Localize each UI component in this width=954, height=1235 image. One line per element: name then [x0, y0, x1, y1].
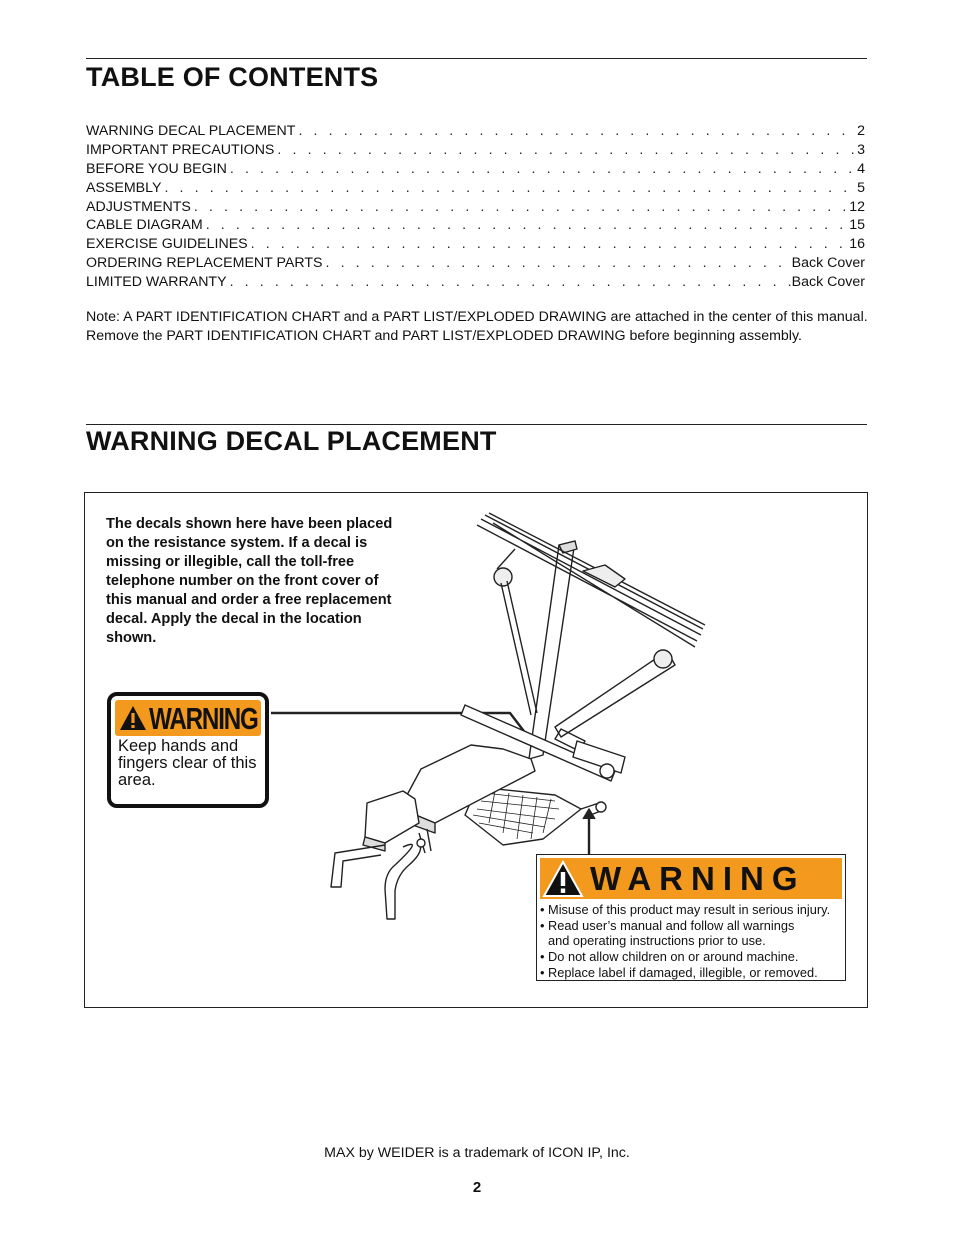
toc-entry-label: BEFORE YOU BEGIN: [86, 160, 227, 177]
small-warning-text: Keep hands and fingers clear of this area.: [118, 737, 257, 789]
toc-dot-leader: [248, 236, 850, 252]
decal-section-title: WARNING DECAL PLACEMENT: [86, 426, 497, 456]
toc-entry-label: CABLE DIAGRAM: [86, 217, 203, 234]
warning-triangle-icon: [119, 705, 147, 731]
toc-entry-page: 5: [857, 179, 865, 196]
toc-entry-page: Back Cover: [791, 255, 865, 272]
large-warning-band: [540, 858, 842, 899]
toc-entry-page: 15: [849, 217, 865, 234]
toc-entry: [86, 274, 865, 293]
toc-dot-leader: [227, 161, 857, 177]
small-warning-band: [115, 700, 261, 736]
toc-entry-label: EXERCISE GUIDELINES: [86, 236, 248, 253]
toc-title: TABLE OF CONTENTS: [86, 62, 379, 92]
toc-note: Note: A PART IDENTIFICATION CHART and a PART LIST/EXPLODED DRAWING are attached in the center of this manual. Remove the PART IDENTIFICATION CHART and PART LIST/EXPLODED DRAWING before beginning assembly.: [86, 309, 868, 344]
toc-entry-page: Back Cover: [791, 274, 865, 291]
toc-dot-leader: [295, 123, 857, 139]
decal-instructions: The decals shown here have been placed on the resistance system. If a decal is missing or illegible, call the toll-free telephone number on the front cover of this manual and order a free replacement decal. Apply the decal in the location shown.: [106, 516, 393, 646]
large-warning-item: • Read user’s manual and follow all warnings: [540, 917, 795, 933]
toc-entry: [86, 236, 865, 255]
trademark-notice: MAX by WEIDER is a trademark of ICON IP, Inc.: [324, 1145, 630, 1161]
toc-entry-page: 12: [849, 198, 865, 215]
toc-entry-page: 3: [857, 141, 865, 158]
toc-entry-page: 4: [857, 160, 865, 177]
toc-entry-page: 16: [849, 236, 865, 253]
toc-dot-leader: [227, 274, 792, 290]
toc-entry-label: ASSEMBLY: [86, 179, 162, 196]
toc-dot-leader: [274, 142, 857, 158]
large-warning-item: and operating instructions prior to use.: [548, 933, 766, 949]
toc-dot-leader: [203, 217, 850, 233]
small-warning-decal: [107, 692, 269, 808]
toc-list: [86, 123, 865, 293]
page-number: 2: [472, 1179, 482, 1196]
decal-figure-box: [84, 492, 868, 1008]
toc-entry-label: ADJUSTMENTS: [86, 198, 191, 215]
toc-entry-label: IMPORTANT PRECAUTIONS: [86, 141, 275, 158]
toc-entry: [86, 255, 865, 274]
top-rule: [86, 58, 867, 59]
toc-entry-label: WARNING DECAL PLACEMENT: [86, 123, 296, 139]
large-warning-item: • Misuse of this product may result in serious injury.: [540, 902, 831, 917]
toc-entry: [86, 123, 865, 142]
toc-entry-label: LIMITED WARRANTY: [86, 274, 227, 291]
toc-entry: [86, 161, 865, 180]
toc-entry: [86, 199, 865, 218]
large-warning-list: [537, 902, 845, 981]
toc-entry-page: 2: [857, 123, 865, 139]
large-warning-heading: WARNING: [590, 860, 806, 897]
large-warning-item: • Replace label if damaged, illegible, or removed.: [540, 964, 818, 980]
toc-dot-leader: [323, 255, 792, 271]
toc-entry: [86, 180, 865, 199]
large-warning-item: • Do not allow children on or around machine.: [540, 949, 799, 965]
toc-entry: [86, 142, 865, 161]
warning-triangle-icon: [542, 860, 584, 898]
section-rule: [86, 424, 867, 425]
toc-entry-label: ORDERING REPLACEMENT PARTS: [86, 255, 323, 272]
toc-dot-leader: [161, 180, 857, 196]
large-warning-decal: [536, 854, 846, 981]
small-warning-heading: WARNING: [149, 700, 258, 736]
toc-entry: [86, 217, 865, 236]
toc-dot-leader: [191, 199, 849, 215]
